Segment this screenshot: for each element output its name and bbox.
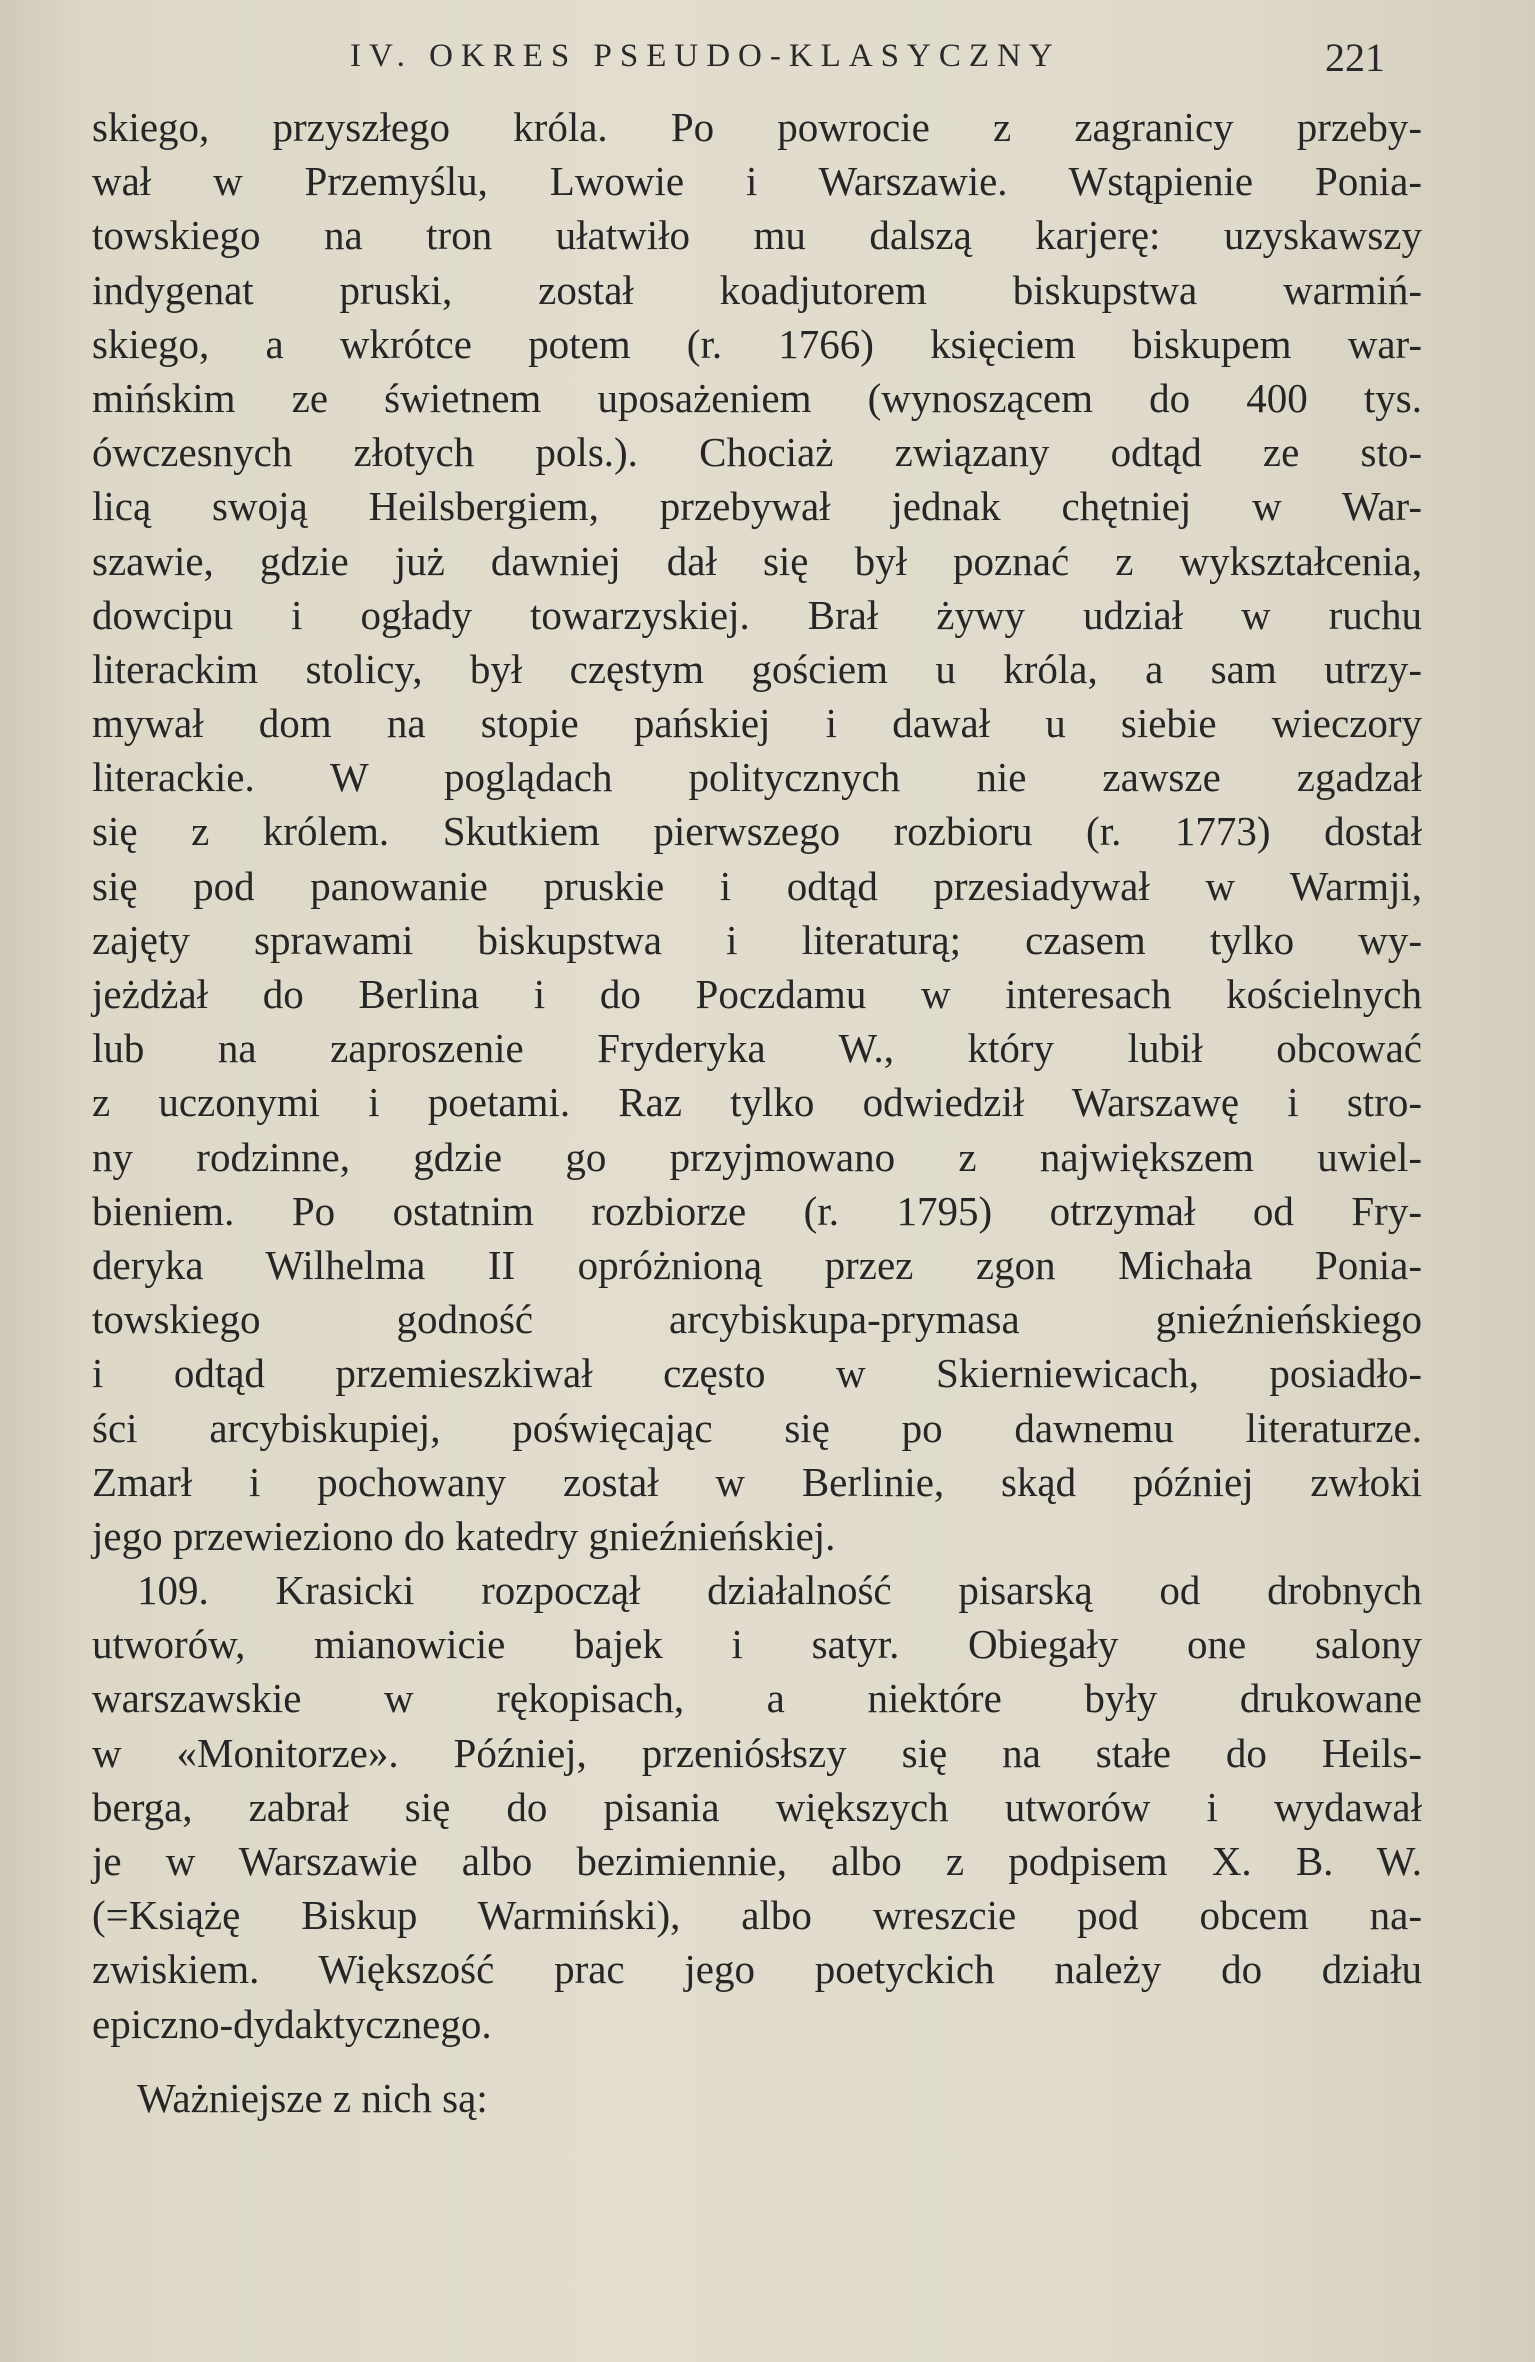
text-line: utworów, mianowicie bajek i satyr. Obiegały one salony bbox=[92, 1621, 1422, 1668]
text-line: warszawskie w rękopisach, a niektóre były drukowane bbox=[92, 1675, 1422, 1722]
text-line: z uczonymi i poetami. Raz tylko odwiedził Warszawę i stro- bbox=[92, 1079, 1422, 1126]
page-number: 221 bbox=[1325, 35, 1385, 80]
text-line: jego przewieziono do katedry gnieźnieńskiej. bbox=[92, 1512, 836, 1559]
text-line: skiego, a wkrótce potem (r. 1766) księciem biskupem war- bbox=[92, 320, 1422, 367]
text-line: je w Warszawie albo bezimiennie, albo z podpisem X. B. W. bbox=[92, 1838, 1422, 1884]
text-line: literackim stolicy, był częstym gościem u króla, a sam utrzy- bbox=[92, 645, 1422, 692]
text-line: lub na zaproszenie Fryderyka W., który lubił obcować bbox=[92, 1025, 1422, 1072]
text-line: ówczesnych złotych pols.). Chociaż związany odtąd ze sto- bbox=[92, 429, 1422, 476]
text-line: w «Monitorze». Później, przeniósłszy się na stałe do Heils- bbox=[92, 1729, 1422, 1776]
page-header bbox=[0, 30, 1535, 90]
running-title: IV. OKRES PSEUDO-KLASYCZNY bbox=[350, 38, 1061, 74]
text-line: ści arcybiskupiej, poświęcając się po dawnemu literaturze. bbox=[92, 1404, 1422, 1451]
text-line: zwiskiem. Większość prac jego poetyckich należy do działu bbox=[92, 1946, 1422, 1993]
text-line: szawie, gdzie już dawniej dał się był poznać z wykształcenia, bbox=[92, 537, 1422, 584]
paragraph bbox=[92, 1563, 1422, 2051]
text-line: literackie. W poglądach politycznych nie zawsze zgadzał bbox=[92, 754, 1422, 801]
text-line: bieniem. Po ostatnim rozbiorze (r. 1795) otrzymał od Fry- bbox=[92, 1187, 1422, 1234]
text-line: berga, zabrał się do pisania większych utworów i wydawał bbox=[92, 1783, 1422, 1830]
text-line: (=Książę Biskup Warmiński), albo wreszcie pod obcem na- bbox=[92, 1892, 1422, 1939]
text-line: mińskim ze świetnem uposażeniem (wynoszącem do 400 tys. bbox=[92, 374, 1422, 421]
text-line: mywał dom na stopie pańskiej i dawał u siebie wieczory bbox=[92, 700, 1422, 747]
text-line: i odtąd przemieszkiwał często w Skierniewicach, posiadło- bbox=[92, 1350, 1422, 1397]
text-line: towskiego godność arcybiskupa-prymasa gnieźnieńskiego bbox=[92, 1296, 1422, 1343]
text-line: zajęty sprawami biskupstwa i literaturą; czasem tylko wy- bbox=[92, 916, 1422, 963]
text-line: 109. Krasicki rozpoczął działalność pisarską od drobnych bbox=[137, 1567, 1422, 1614]
text-line: się pod panowanie pruskie i odtąd przesiadywał w Warmji, bbox=[92, 862, 1422, 909]
paragraph bbox=[92, 2071, 1422, 2125]
text-line: indygenat pruski, został koadjutorem biskupstwa warmiń- bbox=[92, 266, 1422, 313]
text-line: jeżdżał do Berlina i do Poczdamu w interesach kościelnych bbox=[92, 971, 1422, 1017]
text-line: epiczno-dydaktycznego. bbox=[92, 2000, 492, 2047]
text-line: wał w Przemyślu, Lwowie i Warszawie. Wstąpienie Ponia- bbox=[92, 158, 1422, 205]
text-line: Zmarł i pochowany został w Berlinie, skąd później zwłoki bbox=[92, 1458, 1422, 1505]
text-line: skiego, przyszłego króla. Po powrocie z zagranicy przeby- bbox=[92, 104, 1422, 150]
text-line: towskiego na tron ułatwiło mu dalszą karjerę: uzyskawszy bbox=[92, 212, 1422, 259]
paragraph bbox=[92, 100, 1422, 1563]
text-line: deryka Wilhelma II opróżnioną przez zgon Michała Ponia- bbox=[92, 1241, 1422, 1288]
text-line: ny rodzinne, gdzie go przyjmowano z największem uwiel- bbox=[92, 1133, 1422, 1180]
text-line: się z królem. Skutkiem pierwszego rozbioru (r. 1773) dostał bbox=[92, 808, 1422, 855]
text-line: licą swoją Heilsbergiem, przebywał jednak chętniej w War- bbox=[92, 483, 1422, 530]
text-line: dowcipu i ogłady towarzyskiej. Brał żywy udział w ruchu bbox=[92, 591, 1422, 638]
body-text bbox=[92, 100, 1422, 2125]
text-line: Ważniejsze z nich są: bbox=[137, 2074, 488, 2121]
